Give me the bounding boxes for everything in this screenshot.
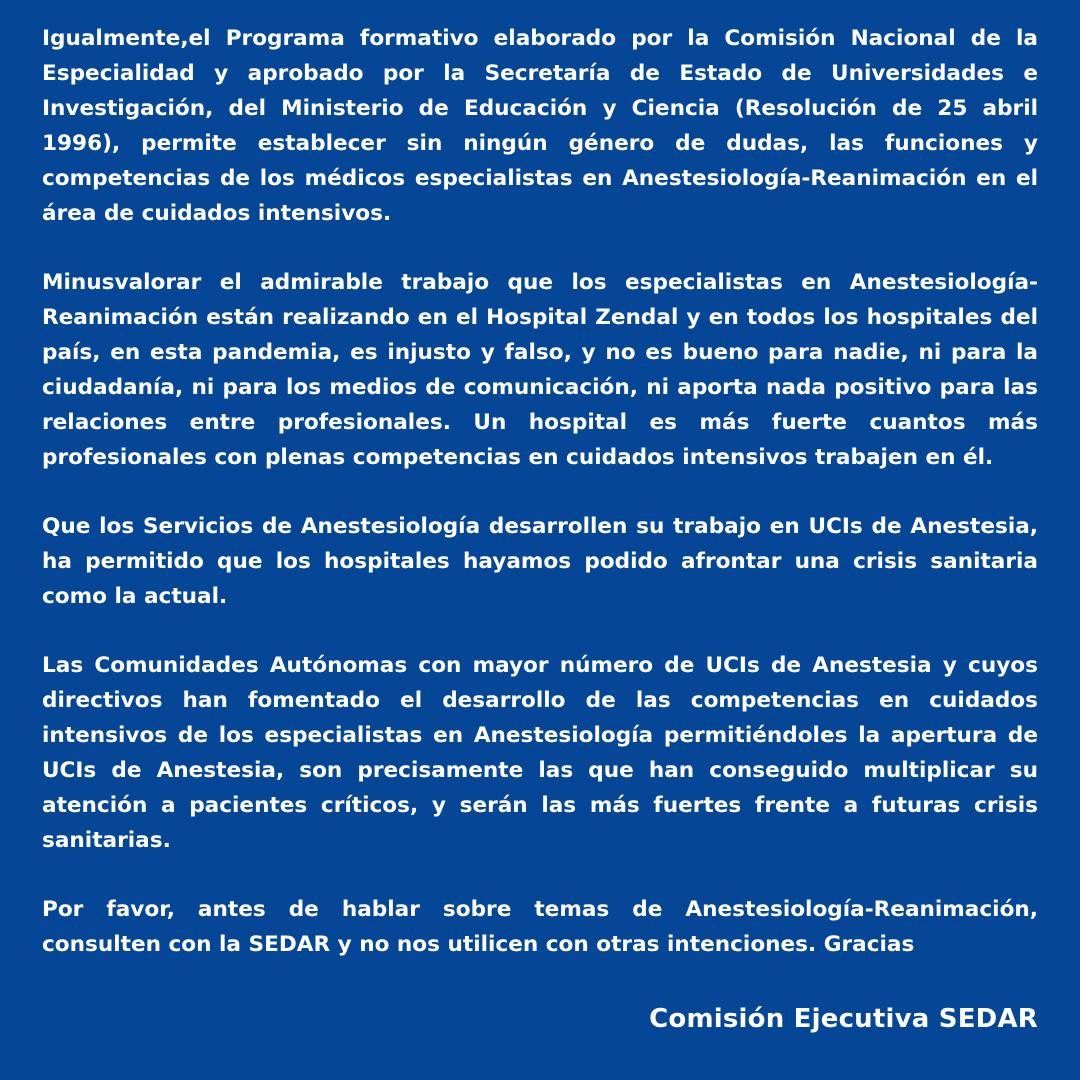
paragraph-training-program: Igualmente,el Programa formativo elaborado por la Comisión Nacional de la Especialidad y aprobado por la Secretaría de Estado de Universidades e Investigación, del Ministerio de Educación y Ciencia (Resolución de 25 abril 1996), permite establecer sin ningún género de dudas, las funciones y competencias de los médicos especialistas en Anestesiología-Reanimación en el área de cuidados intensivos.	[42, 26, 1038, 226]
signature: Comisión Ejecutiva SEDAR	[649, 1004, 1038, 1034]
statement-body	[42, 21, 1038, 996]
paragraph-undervaluing-work: Minusvalorar el admirable trabajo que los especialistas en Anestesiología-Reanimación están realizando en el Hospital Zendal y en todos los hospitales del país, en esta pandemia, es injusto y falso, y no es bueno para nadie, ni para la ciudadanía, ni para los medios de comunicación, ni aporta nada positivo para las relaciones entre profesionales. Un hospital es más fuerte cuantos más profesionales con plenas competencias en cuidados intensivos trabajen en él.	[42, 270, 1038, 470]
paragraph-closing-request: Por favor, antes de hablar sobre temas de Anestesiología-Reanimación, consulten con la SEDAR y no nos utilicen con otras intenciones. Gracias	[42, 897, 1038, 957]
paragraph-autonomous-communities: Las Comunidades Autónomas con mayor número de UCIs de Anestesia y cuyos directivos han fomentado el desarrollo de las competencias en cuidados intensivos de los especialistas en Anestesiología permitiéndoles la apertura de UCIs de Anestesia, son precisamente las que han conseguido multiplicar su atención a pacientes críticos, y serán las más fuertes frente a futuras crisis sanitarias.	[42, 653, 1038, 853]
paragraph-anesthesia-icus: Que los Servicios de Anestesiología desarrollen su trabajo en UCIs de Anestesia, ha permitido que los hospitales hayamos podido afrontar una crisis sanitaria como la actual.	[42, 514, 1038, 609]
